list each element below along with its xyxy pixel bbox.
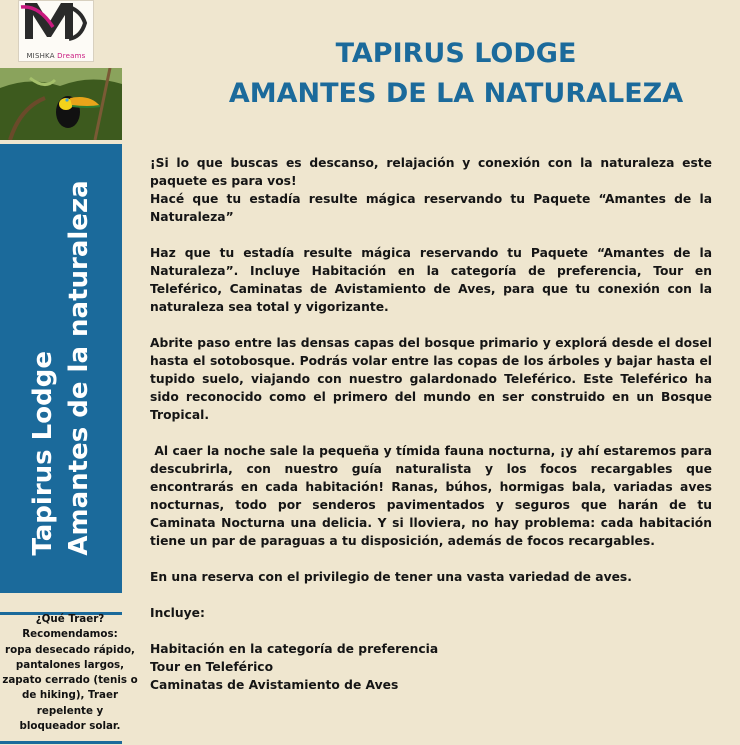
sidebar-title (25, 180, 97, 555)
brand-logo (18, 0, 94, 62)
page-title-line1: TAPIRUS LODGE (335, 38, 577, 69)
birds-paragraph: En una reserva con el privilegio de tener una vasta variedad de aves. (150, 570, 632, 584)
includes-label: Incluye: (150, 606, 205, 620)
bring-heading: ¿Qué Traer? (35, 613, 105, 625)
list-item: Habitación en la categoría de preferencia (150, 642, 439, 656)
bring-text: ropa desecado rápido, pantalones largos, zapato cerrado (tenis o de hiking), Traer repelente y bloqueador solar. (2, 643, 138, 733)
night-walk-paragraph: Al caer la noche sale la pequeña y tímida fauna nocturna, ¡y ahí estaremos para descubrirla, con nuestro guía naturalista y los focos recargables que encontrarás en cada habitación! Ranas, búhos, hormigas bala, variadas aves nocturnas, todo por senderos pavimentados y seguros que harán de tu Caminata Nocturna una delicia. Y si lloviera, no hay problema: cada habitación tiene un par de paraguas a tu disposición, además de focos recargables. (150, 444, 717, 548)
page-title-line2: AMANTES DE LA NATURALEZA (228, 78, 684, 109)
sidebar-title-line1: Tapirus Lodge (28, 351, 58, 556)
package-paragraph: Haz que tu estadía resulte mágica reservando tu Paquete “Amantes de la Naturaleza”. Incluye Habitación en la categoría de preferencia, Tour en Teleférico, Caminatas de Avistamiento de Aves, para que tu conexión con la naturaleza sea total y vigorizante. (150, 246, 712, 314)
list-item: Tour en Teleférico (150, 660, 274, 674)
logo-wordmark: MISHKA Dreams (26, 52, 86, 60)
toucan-image-icon (0, 68, 122, 140)
main-content (150, 154, 717, 694)
bring-subheading: Recomendamos: (22, 628, 118, 641)
includes-list (150, 640, 712, 694)
intro-paragraph (150, 154, 712, 226)
sidebar-divider-bottom (0, 741, 122, 744)
intro-line-1: ¡Si lo que buscas es descanso, relajación y conexión con la naturaleza este paquete es para vos! (150, 156, 712, 188)
list-item: Caminatas de Avistamiento de Aves (150, 678, 399, 692)
mishka-logo-icon (19, 1, 93, 49)
sidebar-banner (0, 144, 122, 593)
toucan-photo (0, 68, 122, 140)
page-title (200, 34, 712, 114)
cable-car-paragraph: Abrite paso entre las densas capas del bosque primario y explorá desde el dosel hasta el sotobosque. Podrás volar entre las copas de los árboles y bajar hasta el tupido suelo, viajando con nuestro galardonado Teleférico. Este Teleférico ha sido reconocido como el primero del mundo en ser construido en un Bosque Tropical. (150, 336, 712, 422)
sidebar-title-line2: Amantes de la naturaleza (64, 180, 94, 556)
what-to-bring-section (2, 612, 138, 734)
intro-line-2: Hacé que tu estadía resulte mágica reservando tu Paquete “Amantes de la Naturaleza” (150, 192, 712, 224)
